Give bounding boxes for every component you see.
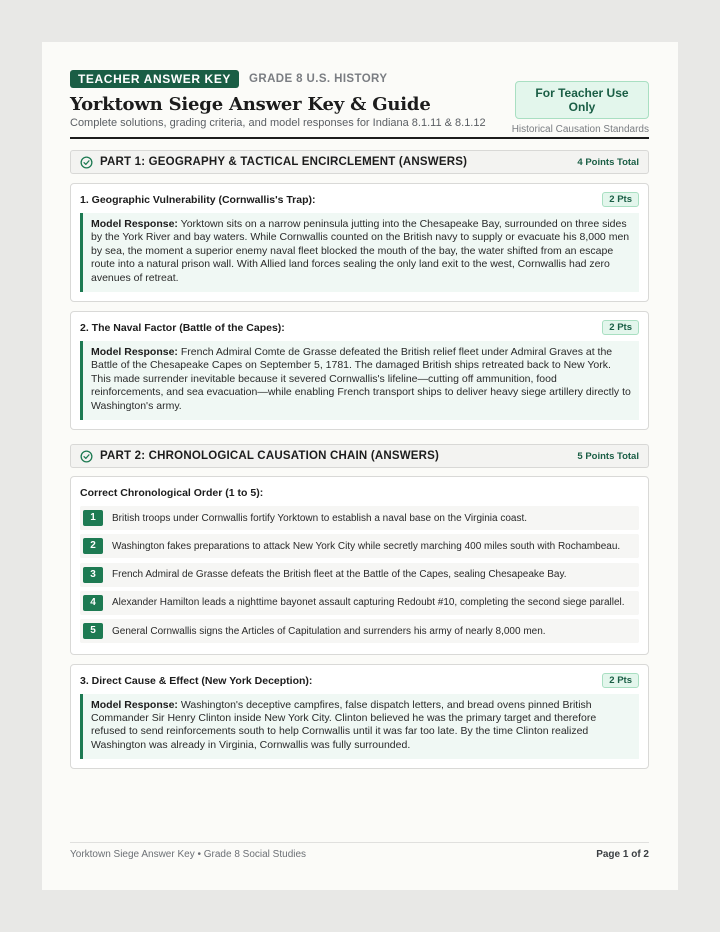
order-text: Alexander Hamilton leads a nighttime bayonet assault capturing Redoubt #10, completing the second siege parallel. — [112, 597, 625, 609]
list-item — [80, 591, 639, 615]
page-footer — [70, 842, 649, 860]
question-title: 2. The Naval Factor (Battle of the Capes): — [80, 322, 285, 335]
order-text: Washington fakes preparations to attack New York City while secretly marching 400 miles south with Rochambeau. — [112, 540, 621, 552]
points-badge: 2 Pts — [602, 320, 639, 335]
part1-title: PART 1: GEOGRAPHY & TACTICAL ENCIRCLEMENT (ANSWERS) — [100, 156, 468, 168]
list-item — [80, 506, 639, 530]
chronological-order-card — [70, 476, 649, 654]
question-card — [70, 664, 649, 770]
check-circle-icon — [80, 156, 93, 169]
order-number: 4 — [83, 595, 103, 611]
question-title: 3. Direct Cause & Effect (New York Deception): — [80, 674, 313, 687]
question-card — [70, 183, 649, 302]
list-item — [80, 563, 639, 587]
check-circle-icon — [80, 450, 93, 463]
points-badge: 2 Pts — [602, 673, 639, 688]
model-response — [80, 694, 639, 760]
order-number: 5 — [83, 623, 103, 639]
grade-label: GRADE 8 U.S. HISTORY — [249, 73, 388, 85]
model-response — [80, 341, 639, 420]
part1-points: 4 Points Total — [577, 156, 639, 168]
part2-points: 5 Points Total — [577, 450, 639, 462]
teacher-use-box — [512, 81, 649, 135]
model-response-label: Model Response: — [91, 346, 178, 359]
order-text: British troops under Cornwallis fortify Yorktown to establish a naval base on the Virginia coast. — [112, 512, 528, 524]
list-item — [80, 619, 639, 643]
order-text: French Admiral de Grasse defeats the British fleet at the Battle of the Capes, sealing Chesapeake Bay. — [112, 569, 567, 581]
order-number: 2 — [83, 538, 103, 554]
order-text: General Cornwallis signs the Articles of Capitulation and surrenders his army of nearly 8,000 men. — [112, 625, 546, 637]
order-number: 1 — [83, 510, 103, 526]
footer-title: Yorktown Siege Answer Key • Grade 8 Social Studies — [70, 849, 307, 860]
page-title: Yorktown Siege Answer Key & Guide — [70, 94, 431, 115]
order-list — [80, 506, 639, 643]
model-response-label: Model Response: — [91, 218, 178, 230]
model-response-label: Model Response: — [91, 698, 178, 711]
teacher-answer-key-badge: TEACHER ANSWER KEY — [70, 70, 239, 88]
model-response-text: Yorktown sits on a narrow peninsula jutting into the Chesapeake Bay, surrounded on three sides by the York River and bay waters. While Cornwallis counted on the British navy to supply or evacuate his 8,000 men by sea, the moment a superior enemy naval fleet blocked the mouth of the bay, the water shifted from an escape route into a natural prison wall. With Allied land forces sealing the only land exit to the west, Cornwallis had zero avenues of retreat. — [91, 218, 630, 284]
page-subtitle: Complete solutions, grading criteria, and model responses for Indiana 8.1.11 & 8.1.12 — [70, 117, 486, 129]
page-number: Page 1 of 2 — [596, 849, 649, 860]
part2-title: PART 2: CHRONOLOGICAL CAUSATION CHAIN (ANSWERS) — [100, 450, 440, 463]
points-badge: 2 Pts — [602, 192, 639, 207]
question-card — [70, 311, 649, 430]
order-title: Correct Chronological Order (1 to 5): — [80, 487, 264, 500]
standards-label: Historical Causation Standards — [511, 124, 649, 135]
part2-header — [70, 444, 649, 468]
list-item — [80, 534, 639, 558]
model-response-text: Washington's deceptive campfires, false dispatch letters, and bread ovens pinned British Commander Sir Henry Clinton inside New York City. Clinton believed he was the primary target and therefore refused to send reinforcements south to help Cornwallis until it was far too late. By the time Clinton realized Washington was already in Virginia, Cornwallis was fully surrounded. — [91, 698, 597, 751]
model-response-text: French Admiral Comte de Grasse defeated the British relief fleet under Admiral Graves at the Battle of the Chesapeake Capes on September 5, 1781. The damaged British ships retreated back to New York. This made surrender inevitable because it severed Cornwallis's lifeline—cutting off ammunition, food reinforcements, and sea evacuation—while enabling French transport ships to deliver heavy siege artillery directly to Washington's army. — [91, 346, 631, 412]
question-title: 1. Geographic Vulnerability (Cornwallis's Trap): — [80, 194, 316, 206]
header-divider — [70, 137, 649, 139]
answer-key-page — [42, 42, 678, 890]
order-number: 3 — [83, 567, 103, 583]
model-response — [80, 213, 639, 292]
part1-header — [70, 150, 649, 174]
teacher-use-badge: For Teacher Use Only — [515, 81, 649, 119]
